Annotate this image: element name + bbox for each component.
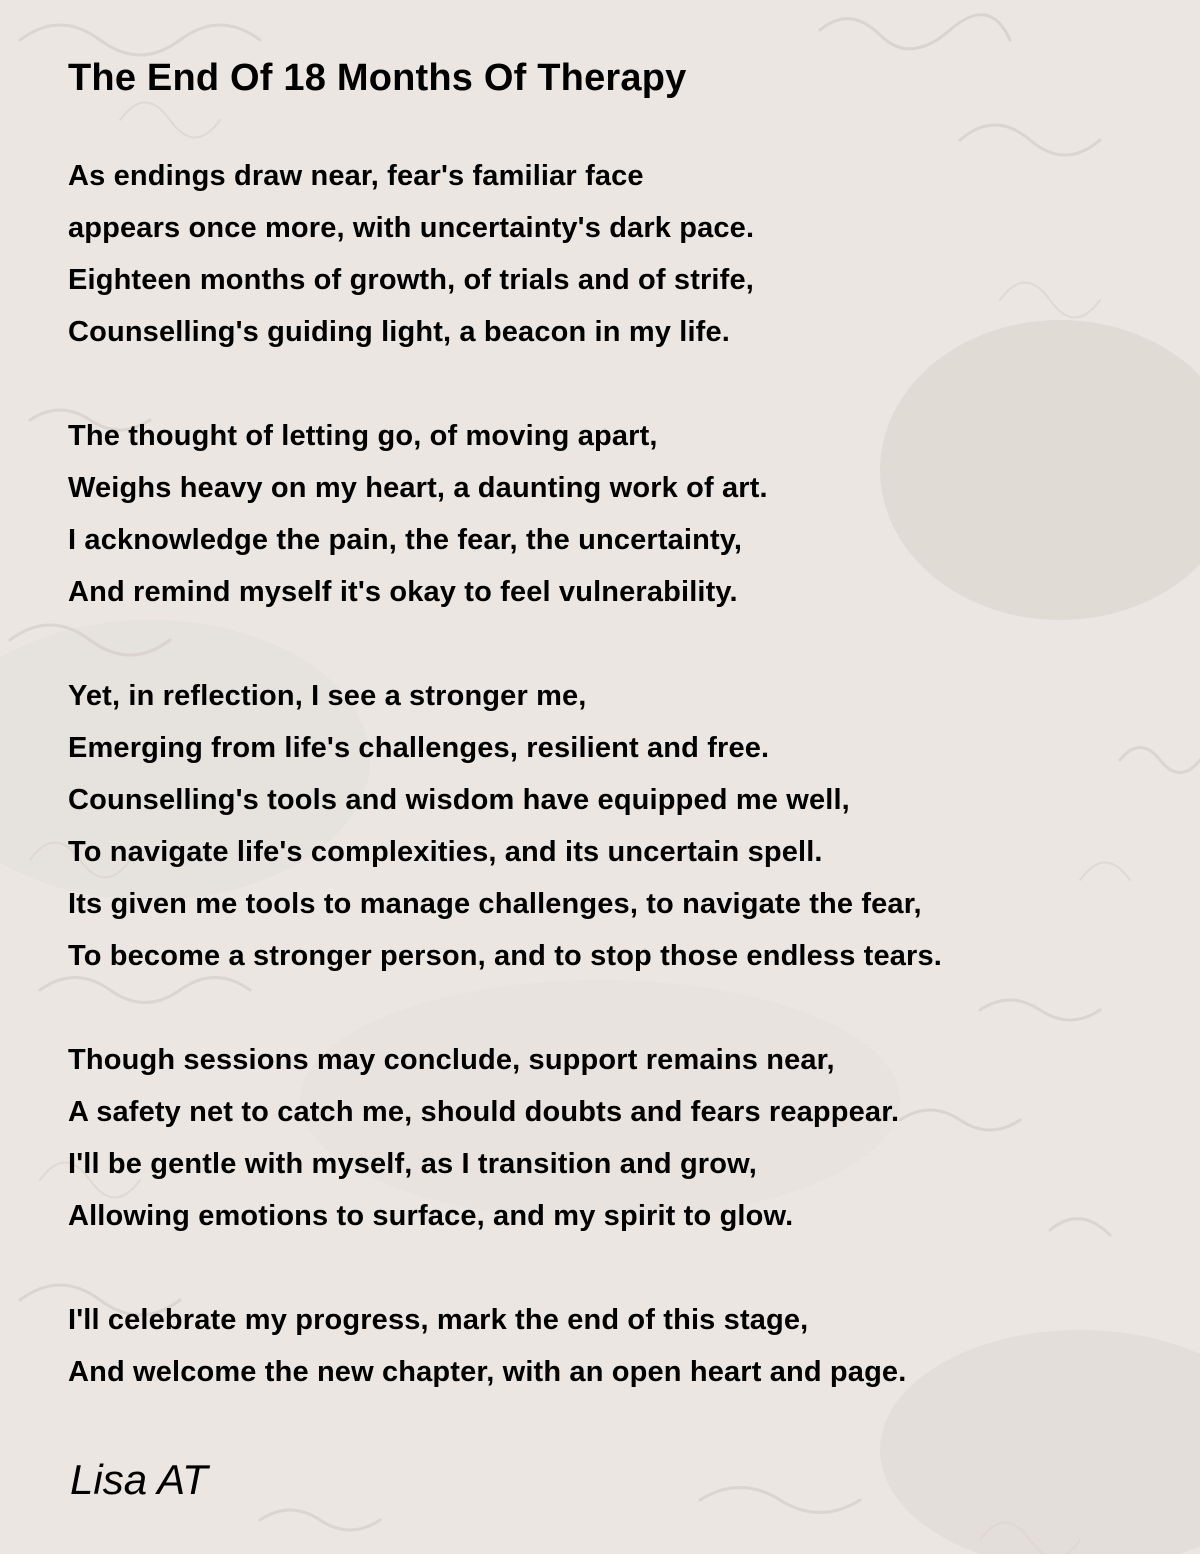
poem-line: I'll be gentle with myself, as I transition and grow, [68, 1148, 757, 1180]
stanza-5 [68, 1294, 942, 1398]
stanza-2 [68, 410, 942, 618]
poem-line: The thought of letting go, of moving apart, [68, 420, 658, 452]
poem-line: appears once more, with uncertainty's dark pace. [68, 212, 755, 244]
author-signature: Lisa AT [70, 1456, 208, 1503]
poem-line: Its given me tools to manage challenges, to navigate the fear, [68, 888, 922, 920]
poem-line: I'll celebrate my progress, mark the end of this stage, [68, 1304, 809, 1336]
poem-line: Counselling's tools and wisdom have equipped me well, [68, 784, 850, 816]
poem-line: Counselling's guiding light, a beacon in my life. [68, 316, 730, 348]
poem-line: Weighs heavy on my heart, a daunting work of art. [68, 472, 768, 504]
poem-line: Allowing emotions to surface, and my spirit to glow. [68, 1200, 794, 1232]
poem-line: I acknowledge the pain, the fear, the uncertainty, [68, 524, 743, 556]
poem-line: To become a stronger person, and to stop those endless tears. [68, 940, 942, 972]
poem-line: Though sessions may conclude, support remains near, [68, 1044, 835, 1076]
poem-line: To navigate life's complexities, and its uncertain spell. [68, 836, 823, 868]
stanza-3 [68, 670, 942, 982]
stanza-4 [68, 1034, 942, 1242]
poem-line: Emerging from life's challenges, resilient and free. [68, 732, 770, 764]
poem-line: A safety net to catch me, should doubts and fears reappear. [68, 1096, 900, 1128]
poem-line: Yet, in reflection, I see a stronger me, [68, 680, 587, 712]
poem-line: As endings draw near, fear's familiar face [68, 160, 644, 192]
poem-title: The End Of 18 Months Of Therapy [68, 57, 687, 99]
poem-line: And welcome the new chapter, with an open heart and page. [68, 1356, 907, 1388]
poem-line: Eighteen months of growth, of trials and of strife, [68, 264, 754, 296]
stanza-1 [68, 150, 942, 358]
poem-body [68, 150, 942, 1450]
poem-line: And remind myself it's okay to feel vulnerability. [68, 576, 738, 608]
